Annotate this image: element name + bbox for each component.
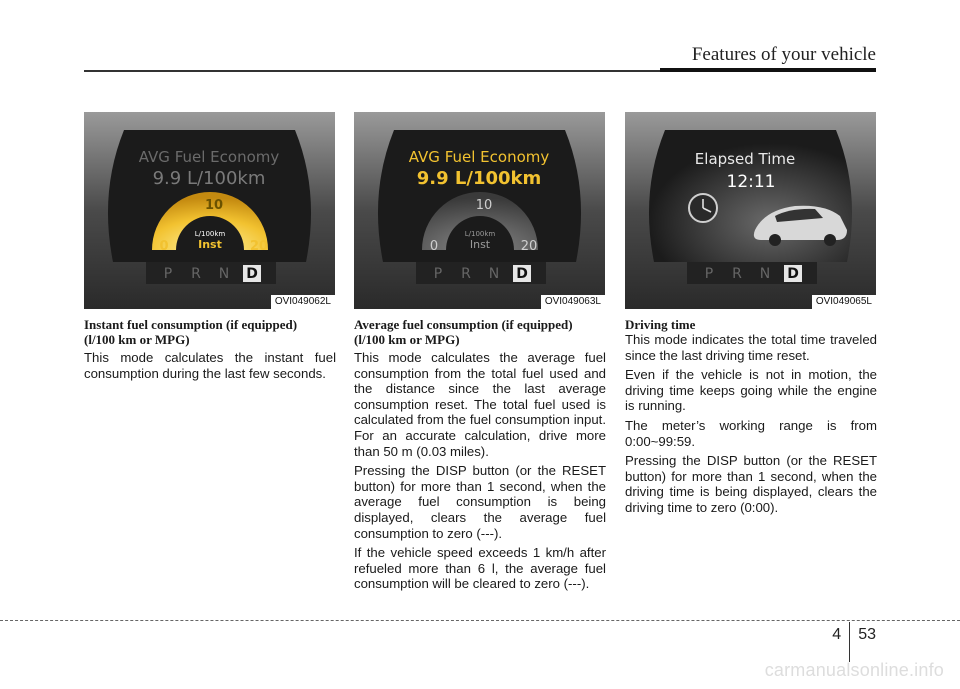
figure-caption: OVI049063L xyxy=(541,295,605,309)
gear-r: R xyxy=(191,266,201,282)
display-value: 9.9 L/100km xyxy=(152,168,266,189)
figure-instant-fuel xyxy=(84,112,335,309)
gauge-min-label: 0 xyxy=(429,239,439,254)
paragraph: This mode calculates the average fuel consumption from the total fuel used and the distance since the last average consumption reset. The total fuel used is calculated from the fuel consumption input. For an accurate calculation, drive more than 50 m (0.03 miles). xyxy=(354,350,606,459)
column-driving-time xyxy=(625,317,877,520)
page-number xyxy=(832,626,876,662)
chapter-number: 4 xyxy=(832,626,842,643)
cluster-display-elapsed xyxy=(625,112,876,309)
paragraph: Pressing the DISP button (or the RESET button) for more than 1 second, when the average fuel consumption is being displayed, clears the average fuel consumption to zero (---). xyxy=(354,463,606,541)
unit-line: (l/100 km or MPG) xyxy=(354,332,460,347)
header-rule xyxy=(84,70,660,72)
figure-average-fuel xyxy=(354,112,605,309)
cluster-display-average xyxy=(354,112,605,309)
footer-rule xyxy=(0,620,960,621)
gauge-mid-label: 10 xyxy=(475,198,493,213)
watermark: carmanualsonline.info xyxy=(764,660,944,680)
heading-instant-fuel: Instant fuel consumption (if equipped) xyxy=(84,317,298,332)
paragraph: If the vehicle speed exceeds 1 km/h after refueled more than 6 l, the average fuel consumption will be cleared to zero (---). xyxy=(354,545,606,592)
page-number-value: 53 xyxy=(858,626,876,643)
display-title: AVG Fuel Economy xyxy=(138,148,280,166)
gauge-mode-label: Inst xyxy=(198,238,222,251)
cluster-display-instant xyxy=(84,112,335,309)
gear-r: R xyxy=(461,266,471,282)
page-number-divider xyxy=(849,622,850,662)
clock-icon xyxy=(689,194,717,222)
gauge-min-label: 0 xyxy=(159,239,169,254)
paragraph: This mode calculates the instant fuel consumption during the last few seconds. xyxy=(84,350,336,381)
gear-d-selected: D xyxy=(516,266,528,282)
paragraph: Pressing the DISP button (or the RESET button) for more than 1 second, when the driving time is being displayed, clears the driving time to zero (0:00). xyxy=(625,453,877,515)
paragraph: This mode indicates the total time traveled since the last driving time reset. xyxy=(625,332,877,363)
column-average-fuel xyxy=(354,317,606,596)
gear-n: N xyxy=(488,266,500,282)
gear-d-selected: D xyxy=(246,266,258,282)
gear-n: N xyxy=(759,266,771,282)
gauge-max-label: 20 xyxy=(520,239,538,254)
display-value: 12:11 xyxy=(726,172,776,192)
section-title: Features of your vehicle xyxy=(691,44,876,65)
unit-line: (l/100 km or MPG) xyxy=(84,332,190,347)
gauge-max-label: 20 xyxy=(249,239,269,254)
gear-n: N xyxy=(218,266,230,282)
figure-caption: OVI049065L xyxy=(812,295,876,309)
figure-caption: OVI049062L xyxy=(271,295,335,309)
figure-driving-time xyxy=(625,112,876,309)
paragraph: Even if the vehicle is not in motion, the driving time keeps going while the engine is running. xyxy=(625,367,877,414)
heading-average-fuel: Average fuel consumption (if equipped) xyxy=(354,317,573,332)
display-value: 9.9 L/100km xyxy=(416,168,542,189)
gauge-mid-label: 10 xyxy=(204,198,224,213)
gauge-unit-label: L/100km xyxy=(194,230,226,238)
gear-p: P xyxy=(704,266,714,282)
gear-r: R xyxy=(732,266,742,282)
gauge-unit-label: L/100km xyxy=(464,230,496,238)
gauge-mode-label: Inst xyxy=(469,238,491,251)
header-rule-accent xyxy=(660,68,876,72)
paragraph: The meter’s working range is from 0:00~99:59. xyxy=(625,417,877,449)
display-title: AVG Fuel Economy xyxy=(408,148,550,166)
heading-driving-time: Driving time xyxy=(625,317,696,332)
column-instant-fuel xyxy=(84,317,336,385)
gear-p: P xyxy=(163,266,173,282)
display-title: Elapsed Time xyxy=(694,150,796,168)
gear-d-selected: D xyxy=(787,266,799,282)
gear-p: P xyxy=(433,266,443,282)
